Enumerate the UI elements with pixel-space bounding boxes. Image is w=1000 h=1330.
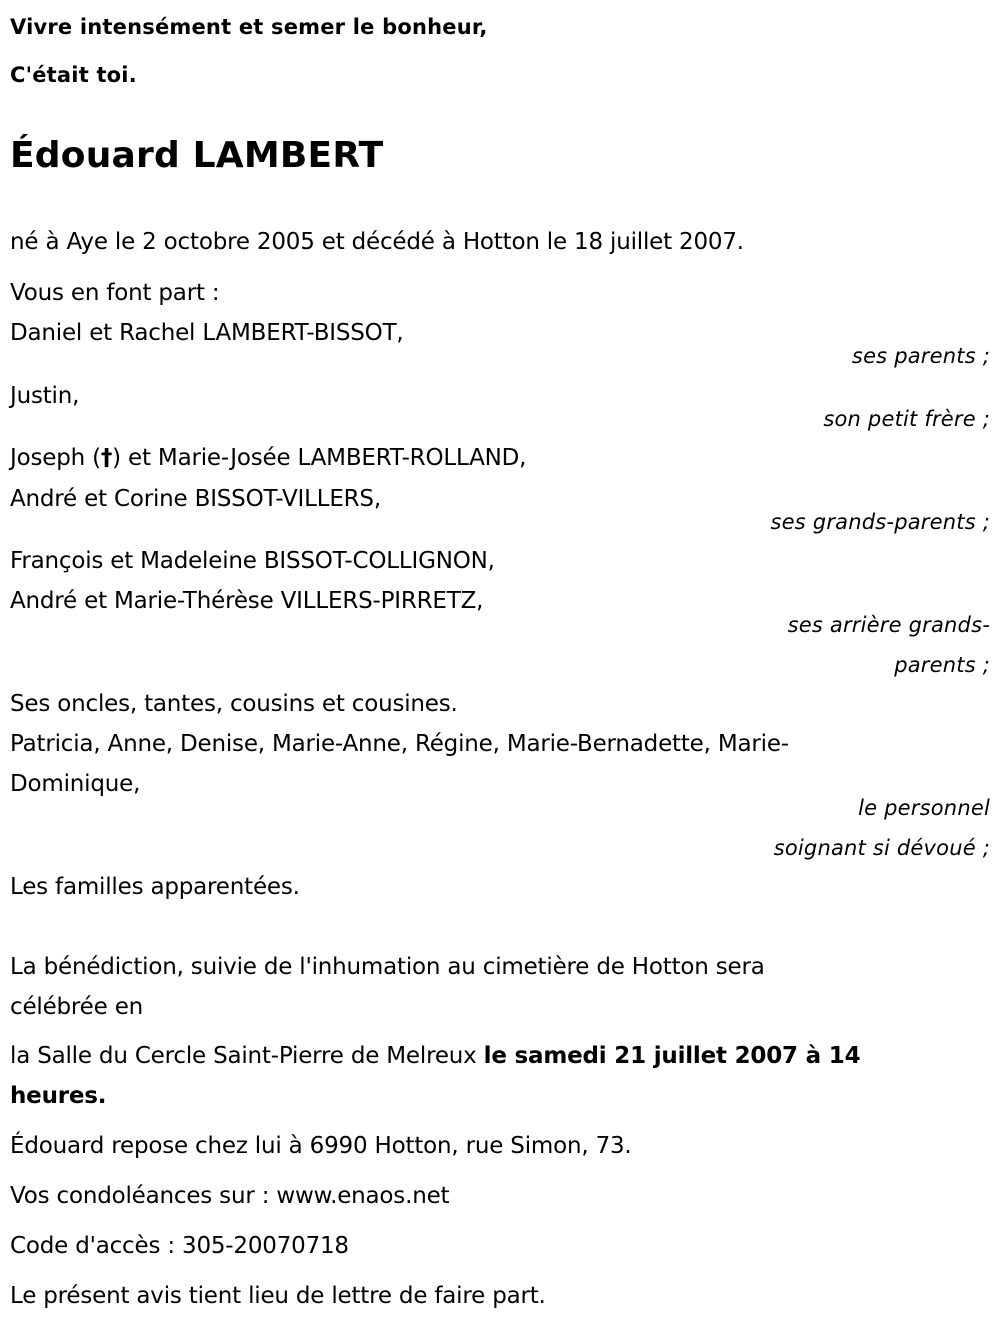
ceremony-line-4: heures. <box>10 1083 107 1109</box>
family-great-grandparents-line-1: François et Madeleine BISSOT-COLLIGNON, <box>10 548 495 574</box>
family-brother-name: Justin, <box>10 383 80 409</box>
deceased-cross-icon: † <box>100 445 113 471</box>
relation-grandparents: ses grands-parents ; <box>770 510 990 534</box>
ceremony-line-1: La bénédiction, suivie de l'inhumation au cimetière de Hotton sera <box>10 954 765 980</box>
extended-family-line: Ses oncles, tantes, cousins et cousines. <box>10 691 458 717</box>
life-dates: né à Aye le 2 octobre 2005 et décédé à Hotton le 18 juillet 2007. <box>10 229 744 255</box>
rest-place: Édouard repose chez lui à 6990 Hotton, rue Simon, 73. <box>10 1133 632 1159</box>
announcement-intro: Vous en font part : <box>10 280 220 306</box>
family-grandparents-line-1 <box>10 443 526 473</box>
ceremony-date-time: le samedi 21 juillet 2007 à 14 <box>483 1043 861 1069</box>
ceremony-venue: la Salle du Cercle Saint-Pierre de Melreux <box>10 1043 484 1069</box>
family-great-grandparents-line-2: André et Marie-Thérèse VILLERS-PIRRETZ, <box>10 588 484 614</box>
deceased-name: Édouard LAMBERT <box>10 135 384 176</box>
related-families: Les familles apparentées. <box>10 874 300 900</box>
condolences-link-line: Vos condoléances sur : www.enaos.net <box>10 1183 450 1209</box>
relation-care-staff-line-1: le personnel <box>858 796 990 820</box>
access-code: Code d'accès : 305-20070718 <box>10 1233 349 1259</box>
notice-statement: Le présent avis tient lieu de lettre de faire part. <box>10 1283 546 1309</box>
grandparents-name-suffix: ) et Marie-Josée LAMBERT-ROLLAND, <box>112 445 527 471</box>
care-staff-names-line-2: Dominique, <box>10 771 141 797</box>
motto-line-2: C'était toi. <box>10 63 137 87</box>
relation-care-staff-line-2: soignant si dévoué ; <box>773 836 990 860</box>
relation-great-grandparents-line-2: parents ; <box>894 653 990 677</box>
relation-brother: son petit frère ; <box>823 407 990 431</box>
family-grandparents-line-2: André et Corine BISSOT-VILLERS, <box>10 486 381 512</box>
relation-great-grandparents-line-1: ses arrière grands- <box>787 613 990 637</box>
care-staff-names-line-1: Patricia, Anne, Denise, Marie-Anne, Régine, Marie-Bernadette, Marie- <box>10 731 789 757</box>
ceremony-line-3 <box>10 1041 860 1071</box>
ceremony-line-2: célébrée en <box>10 994 144 1020</box>
motto-line-1: Vivre intensément et semer le bonheur, <box>10 15 488 39</box>
family-parents-names: Daniel et Rachel LAMBERT-BISSOT, <box>10 320 404 346</box>
grandfather-name-prefix: Joseph ( <box>10 445 101 471</box>
relation-parents: ses parents ; <box>851 344 990 368</box>
